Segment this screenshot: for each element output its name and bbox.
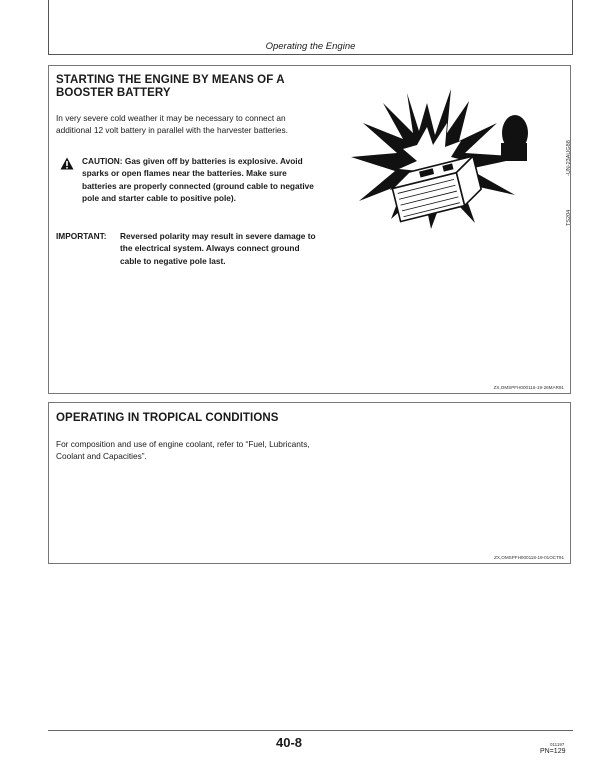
- section-booster-battery: [48, 65, 571, 394]
- figure-code-top: -UN-23AUG88: [566, 140, 572, 176]
- footer-pn: PN=129: [540, 748, 566, 755]
- coolant-paragraph: For composition and use of engine coolant, refer to “Fuel, Lubricants, Coolant and Capacities”.: [56, 439, 310, 461]
- important-label: IMPORTANT:: [56, 231, 107, 241]
- caution-text: CAUTION: Gas given off by batteries is explosive. Avoid sparks or open flames near the batteries. Make sure batteries are properly connected (ground cable to negative pole and starter cable to positive pole).: [82, 156, 314, 204]
- page-header-title: Operating the Engine: [265, 41, 356, 52]
- battery-explosion-icon: [347, 83, 537, 233]
- section-tropical-conditions: [48, 402, 571, 564]
- section-reference-code: ZX,OMSPFH000116-19-26MAR91: [493, 385, 564, 390]
- figure-code-bottom: TS204: [566, 209, 572, 226]
- warning-triangle-icon: [60, 157, 74, 170]
- section-title: OPERATING IN TROPICAL CONDITIONS: [56, 412, 279, 424]
- intro-paragraph: In very severe cold weather it may be necessary to connect an additional 12 volt battery in parallel with the harvester batteries.: [56, 113, 288, 135]
- important-text: Reversed polarity may result in severe damage to the electrical system. Always connect ground cable to negative pole last.: [120, 231, 316, 266]
- section-title: STARTING THE ENGINE BY MEANS OF A BOOSTER BATTERY: [56, 74, 285, 99]
- footer-divider: [48, 730, 573, 731]
- section-reference-code: ZX,OMSPFH000118-19-01OCT91: [494, 555, 564, 560]
- header-divider: [48, 54, 573, 55]
- footer-date: 011197: [550, 742, 565, 747]
- page-number: 40-8: [276, 735, 303, 750]
